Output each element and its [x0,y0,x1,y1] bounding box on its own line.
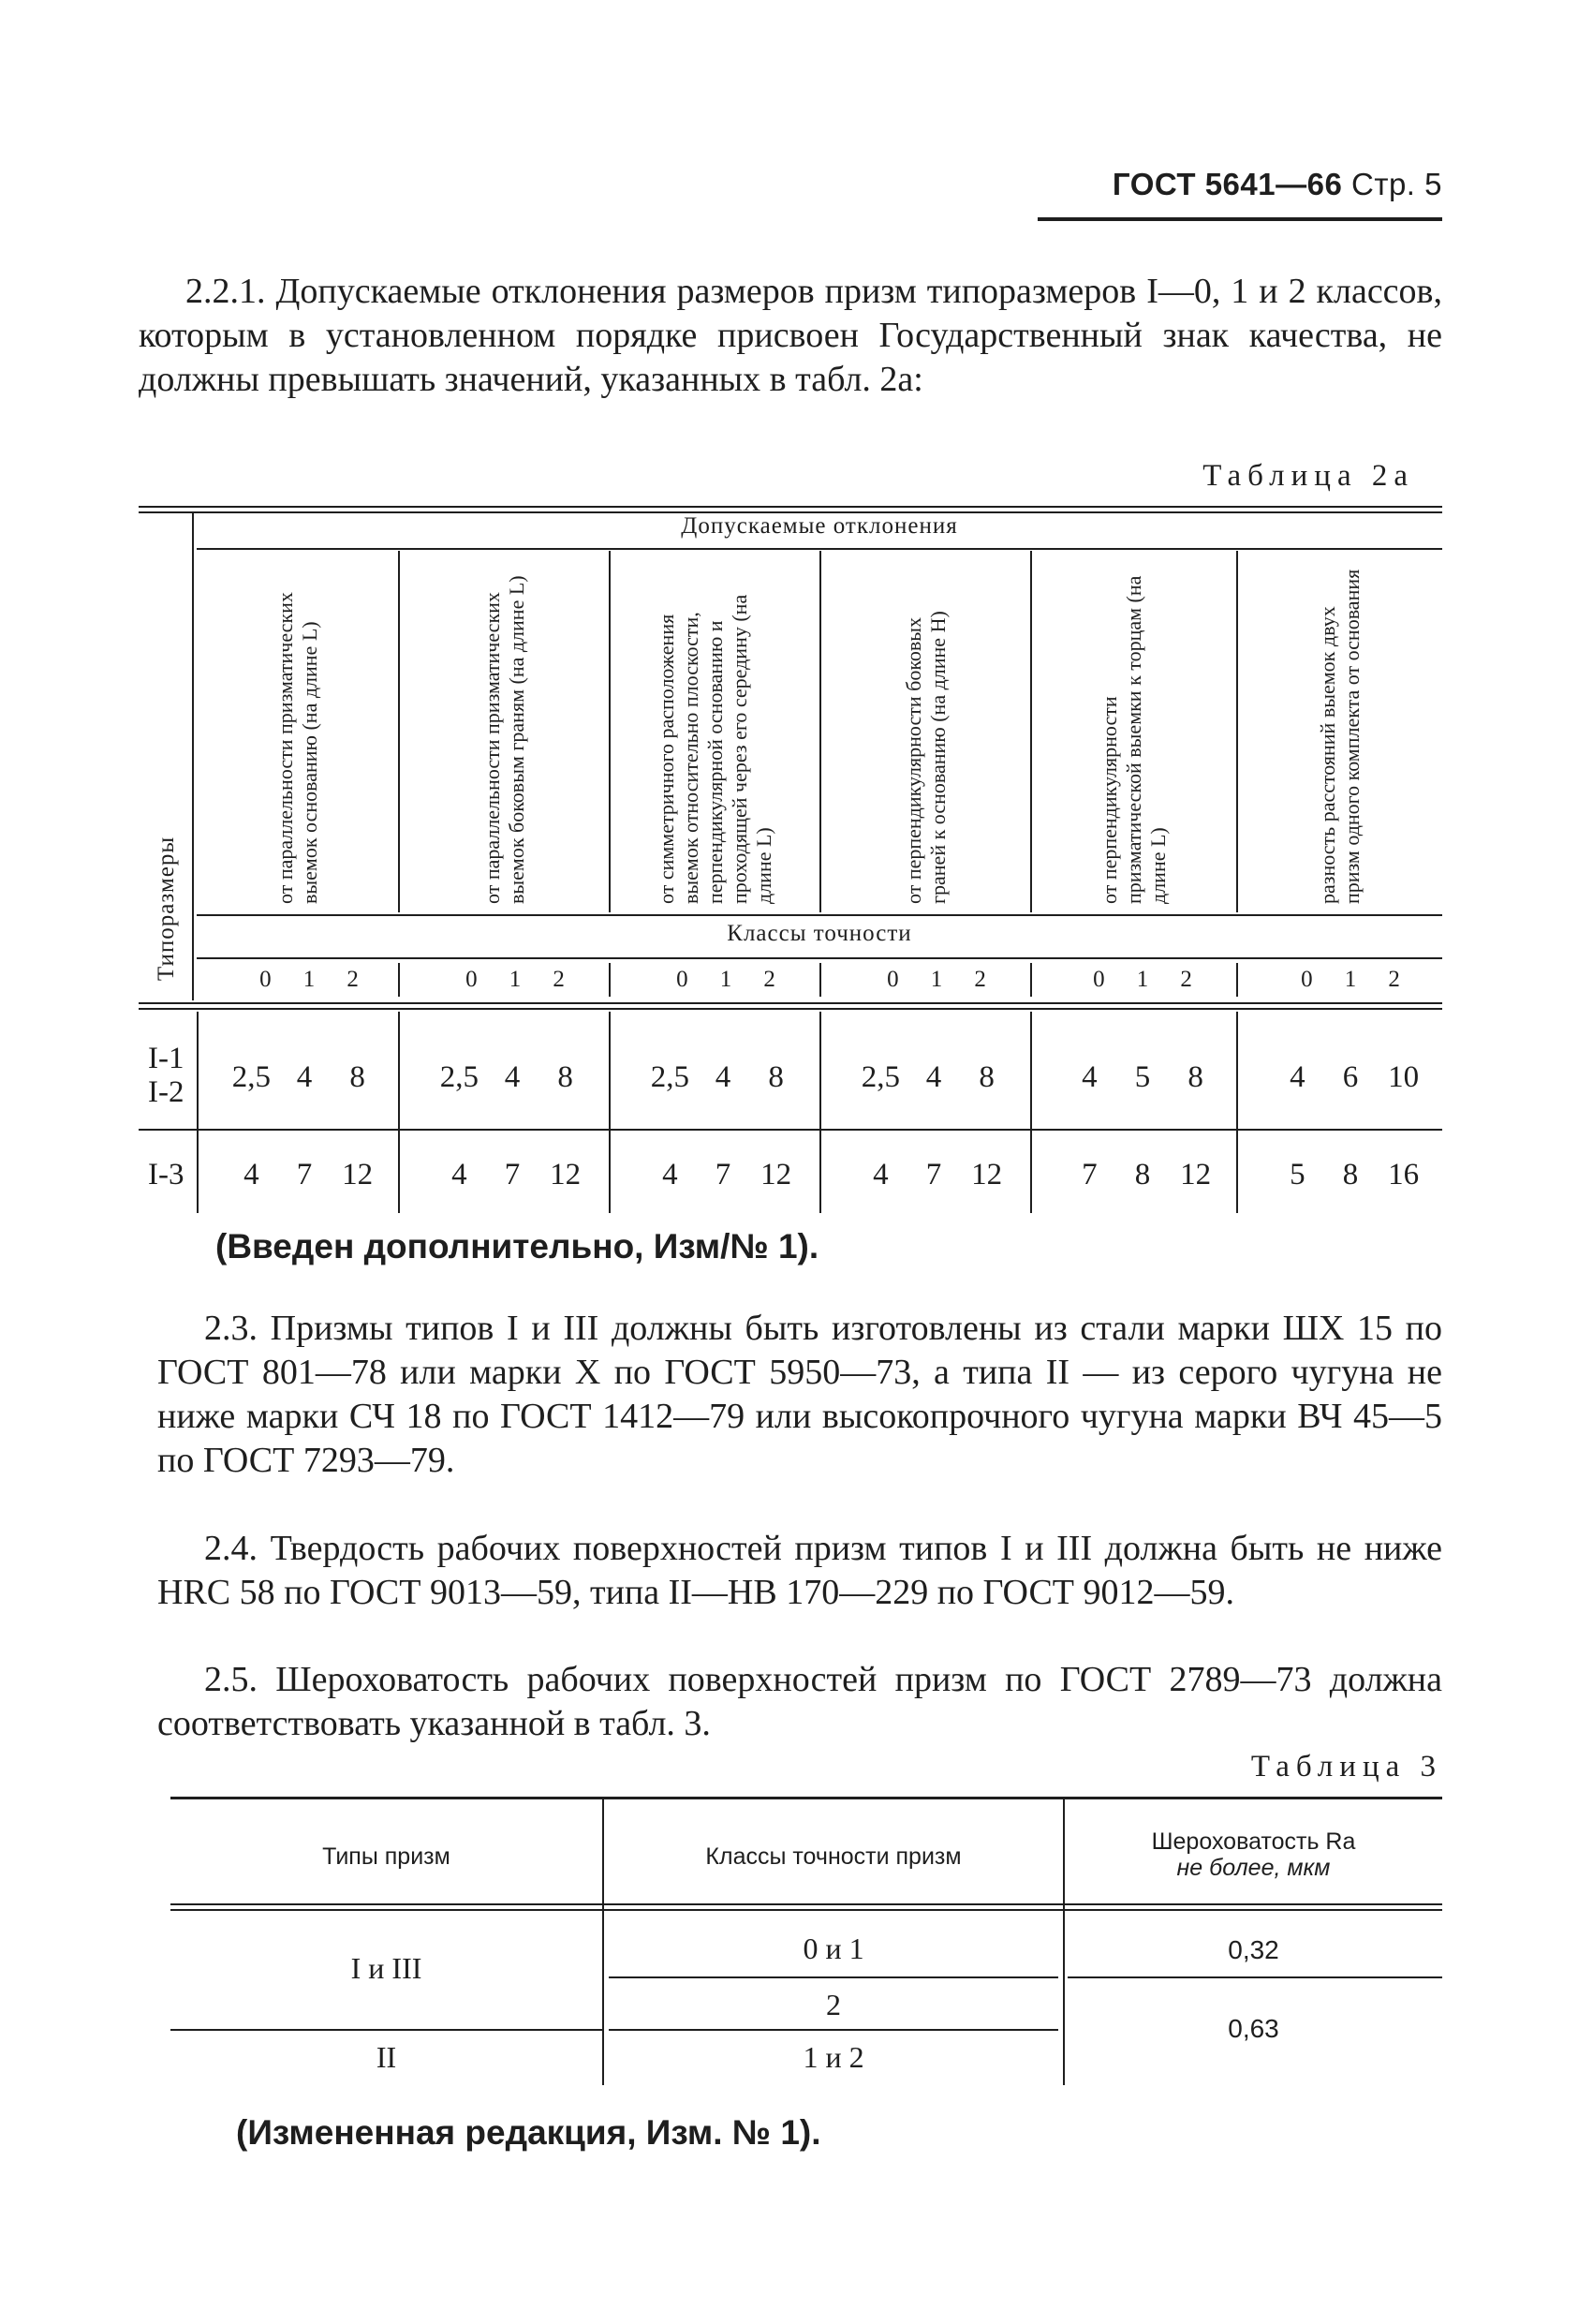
body-divider [819,1012,821,1213]
row-2-col-2: 4 7 12 [451,1158,582,1192]
type-row-rule [170,2029,602,2031]
col-header-6-text: разность расстояний выемок двух призм одного комплекта от основания [1316,569,1364,904]
col-header-3 [611,553,819,909]
row-1-col-1: 2,5 4 8 [231,1060,365,1094]
paragraph-2-4-text: 2.4. Твердость рабочих поверхностей призм типов I и III должна быть не ниже HRC 58 по ГОСТ 9013—59, типа II—HB 170—229 по ГОСТ 9012—59. [157,1529,1442,1612]
col-header-3-text: от симметричного расположения выемок относительно плоскости, перпендикулярной основанию и проходящей через его середину (на длине L) [654,594,775,904]
amendment-note-1: (Введен дополнительно, Изм/№ 1). [215,1227,819,1266]
col-header-4 [821,553,1030,909]
roughness-0-63: 0,63 [1228,2014,1279,2043]
class-0-and-1: 0 и 1 [803,1932,864,1965]
roughness-line-1: Шероховатость Ra [1151,1828,1356,1855]
paragraph-2-2-1 [139,270,1442,402]
class-2: 2 [826,1988,841,2021]
col-header-5-text: от перпендикулярности призматической выемки к торцам (на длине L) [1098,575,1170,904]
row-1-col-3: 2,5 4 8 [650,1060,784,1094]
paragraph-2-3 [157,1307,1442,1483]
table-3-caption: Таблица 3 [1250,1750,1442,1784]
body-divider [398,1012,400,1213]
class-divider [1236,963,1238,997]
paragraph-2-2-1-text: 2.2.1. Допускаемые отклонения размеров призм типоразмеров I—0, 1 и 2 классов, которым в установленном порядке присвоен Государственный знак качества, не должны превышать значений, указанных в табл. 2а: [139,272,1442,399]
body-divider [609,1012,611,1213]
row-2-col-5: 7 8 12 [1082,1158,1212,1192]
table-2a-caption: Таблица 2а [1202,459,1414,493]
row-2-col-1: 4 7 12 [243,1158,374,1192]
table-3-header-rule [170,1903,1442,1905]
page-number: Стр. 5 [1351,167,1442,201]
classes-bottom-rule [197,957,1442,959]
col-header-5 [1032,553,1236,909]
page-header [1086,167,1442,202]
class-labels-6: 0 1 2 [1301,967,1400,992]
body-divider [1236,1012,1238,1213]
class-labels-4: 0 1 2 [887,967,986,992]
row-1-col-5: 4 5 8 [1082,1060,1203,1094]
class-1-and-2: 1 и 2 [803,2040,864,2074]
body-divider [197,1012,199,1213]
row-1-label-a: I-1 [148,1042,184,1075]
type-1-and-3: I и III [350,1951,422,1985]
table-3-header-roughness [1065,1828,1442,1881]
roughness-row-rule [1068,1976,1442,1978]
row-1-col-2: 2,5 4 8 [439,1060,573,1094]
class-labels-2: 0 1 2 [465,967,565,992]
roughness-0-32: 0,32 [1228,1935,1279,1964]
row-2-col-6: 5 8 16 [1290,1158,1420,1192]
class-labels-5: 0 1 2 [1093,967,1192,992]
header-bottom-rule-2 [139,1008,1442,1010]
paragraph-2-3-text: 2.3. Призмы типов I и III должны быть изготовлены из стали марки ШХ 15 по ГОСТ 801—78 или марки Х по ГОСТ 5950—73, а типа II — из серого чугуна не ниже марки СЧ 18 по ГОСТ 1412—79 или высокопрочного чугуна марки ВЧ 45—5 по ГОСТ 7293—79. [157,1309,1442,1480]
row-2-label [148,1158,184,1192]
class-divider [819,963,821,997]
header-bottom-rule [139,1002,1442,1004]
row-1-col-4: 2,5 4 8 [861,1060,995,1094]
class-labels-3: 0 1 2 [676,967,775,992]
class-divider [398,963,400,997]
col-header-2-text: от параллельности призматических выемок боковым граням (на длине L) [479,575,528,904]
roughness-line-2: не более, мкм [1176,1855,1331,1881]
table-3-header-classes: Классы точности призм [705,1843,962,1870]
col-header-1-text: от параллельности призматических выемок основанию (на длине L) [273,592,321,904]
class-labels-1: 0 1 2 [259,967,359,992]
rowhead-text: Типоразмеры [154,836,179,982]
group-header: Допускаемые отклонения [681,513,958,539]
table-2a-top-rule [139,506,1442,508]
classes-top-rule [197,914,1442,916]
header-rule [1038,217,1442,221]
col-header-1 [197,553,398,909]
table-3-header-rule-2 [170,1909,1442,1911]
row-1-label-b: I-2 [148,1075,184,1109]
doc-code: ГОСТ 5641—66 [1112,167,1343,201]
paragraph-2-5-text: 2.5. Шероховатость рабочих поверхностей призм по ГОСТ 2789—73 должна соответствовать указанной в табл. 3. [157,1660,1442,1743]
class-divider [609,963,611,997]
paragraph-2-5 [157,1658,1442,1746]
table-3-header-types: Типы призм [322,1843,450,1870]
classes-header: Классы точности [727,921,912,946]
row-2-col-4: 4 7 12 [873,1158,1003,1192]
group-header-rule [197,548,1442,550]
paragraph-2-4 [157,1527,1442,1615]
class-row-rule [609,1976,1058,1978]
row-separator [139,1129,1442,1131]
rowhead-label [139,782,195,1035]
col-header-4-text: от перпендикулярности боковых граней к основанию (на длине H) [901,611,950,904]
class-divider [1030,963,1032,997]
type-2: II [376,2040,397,2074]
amendment-note-2: (Измененная редакция, Изм. № 1). [236,2113,821,2152]
col-header-2 [400,553,609,909]
row-1-col-6: 4 6 10 [1290,1060,1420,1094]
class-row-rule-2 [609,2029,1058,2031]
table-3-top-rule [170,1797,1442,1799]
col-header-6 [1238,553,1442,909]
body-divider [1030,1012,1032,1213]
row-2-label-a: I-3 [148,1158,184,1192]
row-2-col-3: 4 7 12 [662,1158,792,1192]
row-1-label [148,1042,184,1109]
